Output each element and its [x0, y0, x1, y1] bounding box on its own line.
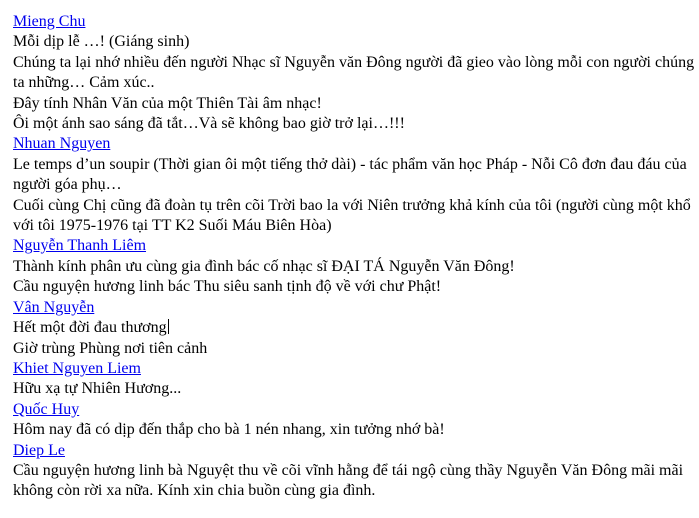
comment-text-line: Cầu nguyện hương linh bà Nguyệt thu về cõi vĩnh hằng để tái ngộ cùng thầy Nguyễn Văn Đông mãi mãi không còn rời xa nữa. Kính xin chia buồn cùng gia đình. [13, 461, 684, 500]
comment-text-line: Cuối cùng Chị cũng đã đoàn tụ trên cõi Trời bao la với Niên trưởng khả kính của tôi (người cùng một khổ với tôi 1975-1976 tại TT K2 Suối Máu Biên Hòa) [13, 196, 691, 235]
comment-text-line: Giờ trùng Phùng nơi tiên cảnh [13, 339, 208, 357]
comment-text-line: Đây tính Nhân Văn của một Thiên Tài âm nhạc! [13, 94, 322, 112]
comment-item [13, 134, 695, 236]
comment-author-link[interactable]: Nguyễn Thanh Liêm [13, 237, 147, 255]
comment-item [13, 236, 695, 297]
comment-text-line: Hữu xạ tự Nhiên Hương... [13, 380, 182, 398]
comment-author-link[interactable]: Khiet Nguyen Liem [13, 359, 141, 377]
comment-text-line-with-caret [13, 318, 695, 338]
comment-text-line: Mỗi dịp lễ …! (Giáng sinh) [13, 33, 190, 51]
comment-text-line: Cầu nguyện hương linh bác Thu siêu sanh tịnh độ về với chư Phật! [13, 278, 442, 296]
comment-text-line: Ôi một ánh sao sáng đã tắt…Và sẽ không bao giờ trở lại…!!! [13, 115, 405, 133]
comment-author-link[interactable]: Quốc Huy [13, 400, 80, 418]
comment-item [13, 400, 695, 441]
comment-item [13, 441, 695, 502]
comment-author-link[interactable]: Nhuan Nguyen [13, 135, 111, 153]
comment-text-line: Le temps d’un soupir (Thời gian ôi một tiếng thở dài) - tác phẩm văn học Pháp - Nỗi Cô đơn đau đáu của người góa phụ… [13, 155, 687, 194]
comment-item [13, 359, 695, 400]
comment-author-link[interactable]: Mieng Chu [13, 13, 86, 30]
comment-text-line: Thành kính phân ưu cùng gia đình bác cố nhạc sĩ ĐẠI TÁ Nguyễn Văn Đông! [13, 257, 515, 275]
comment-author-link[interactable]: Diep Le [13, 441, 65, 459]
comment-item [13, 12, 695, 134]
text-caret [168, 319, 169, 334]
comment-item [13, 298, 695, 359]
comment-text-line: Chúng ta lại nhớ nhiều đến người Nhạc sĩ Nguyễn văn Đông người đã gieo vào lòng mỗi con người chúng ta những… Cảm xúc.. [13, 53, 695, 92]
comment-author-link[interactable]: Vân Nguyễn [13, 298, 95, 316]
comment-text: Hết một đời đau thương [13, 319, 167, 337]
comment-text-line: Hôm nay đã có dịp đến thắp cho bà 1 nén nhang, xin tưởng nhớ bà! [13, 421, 445, 439]
